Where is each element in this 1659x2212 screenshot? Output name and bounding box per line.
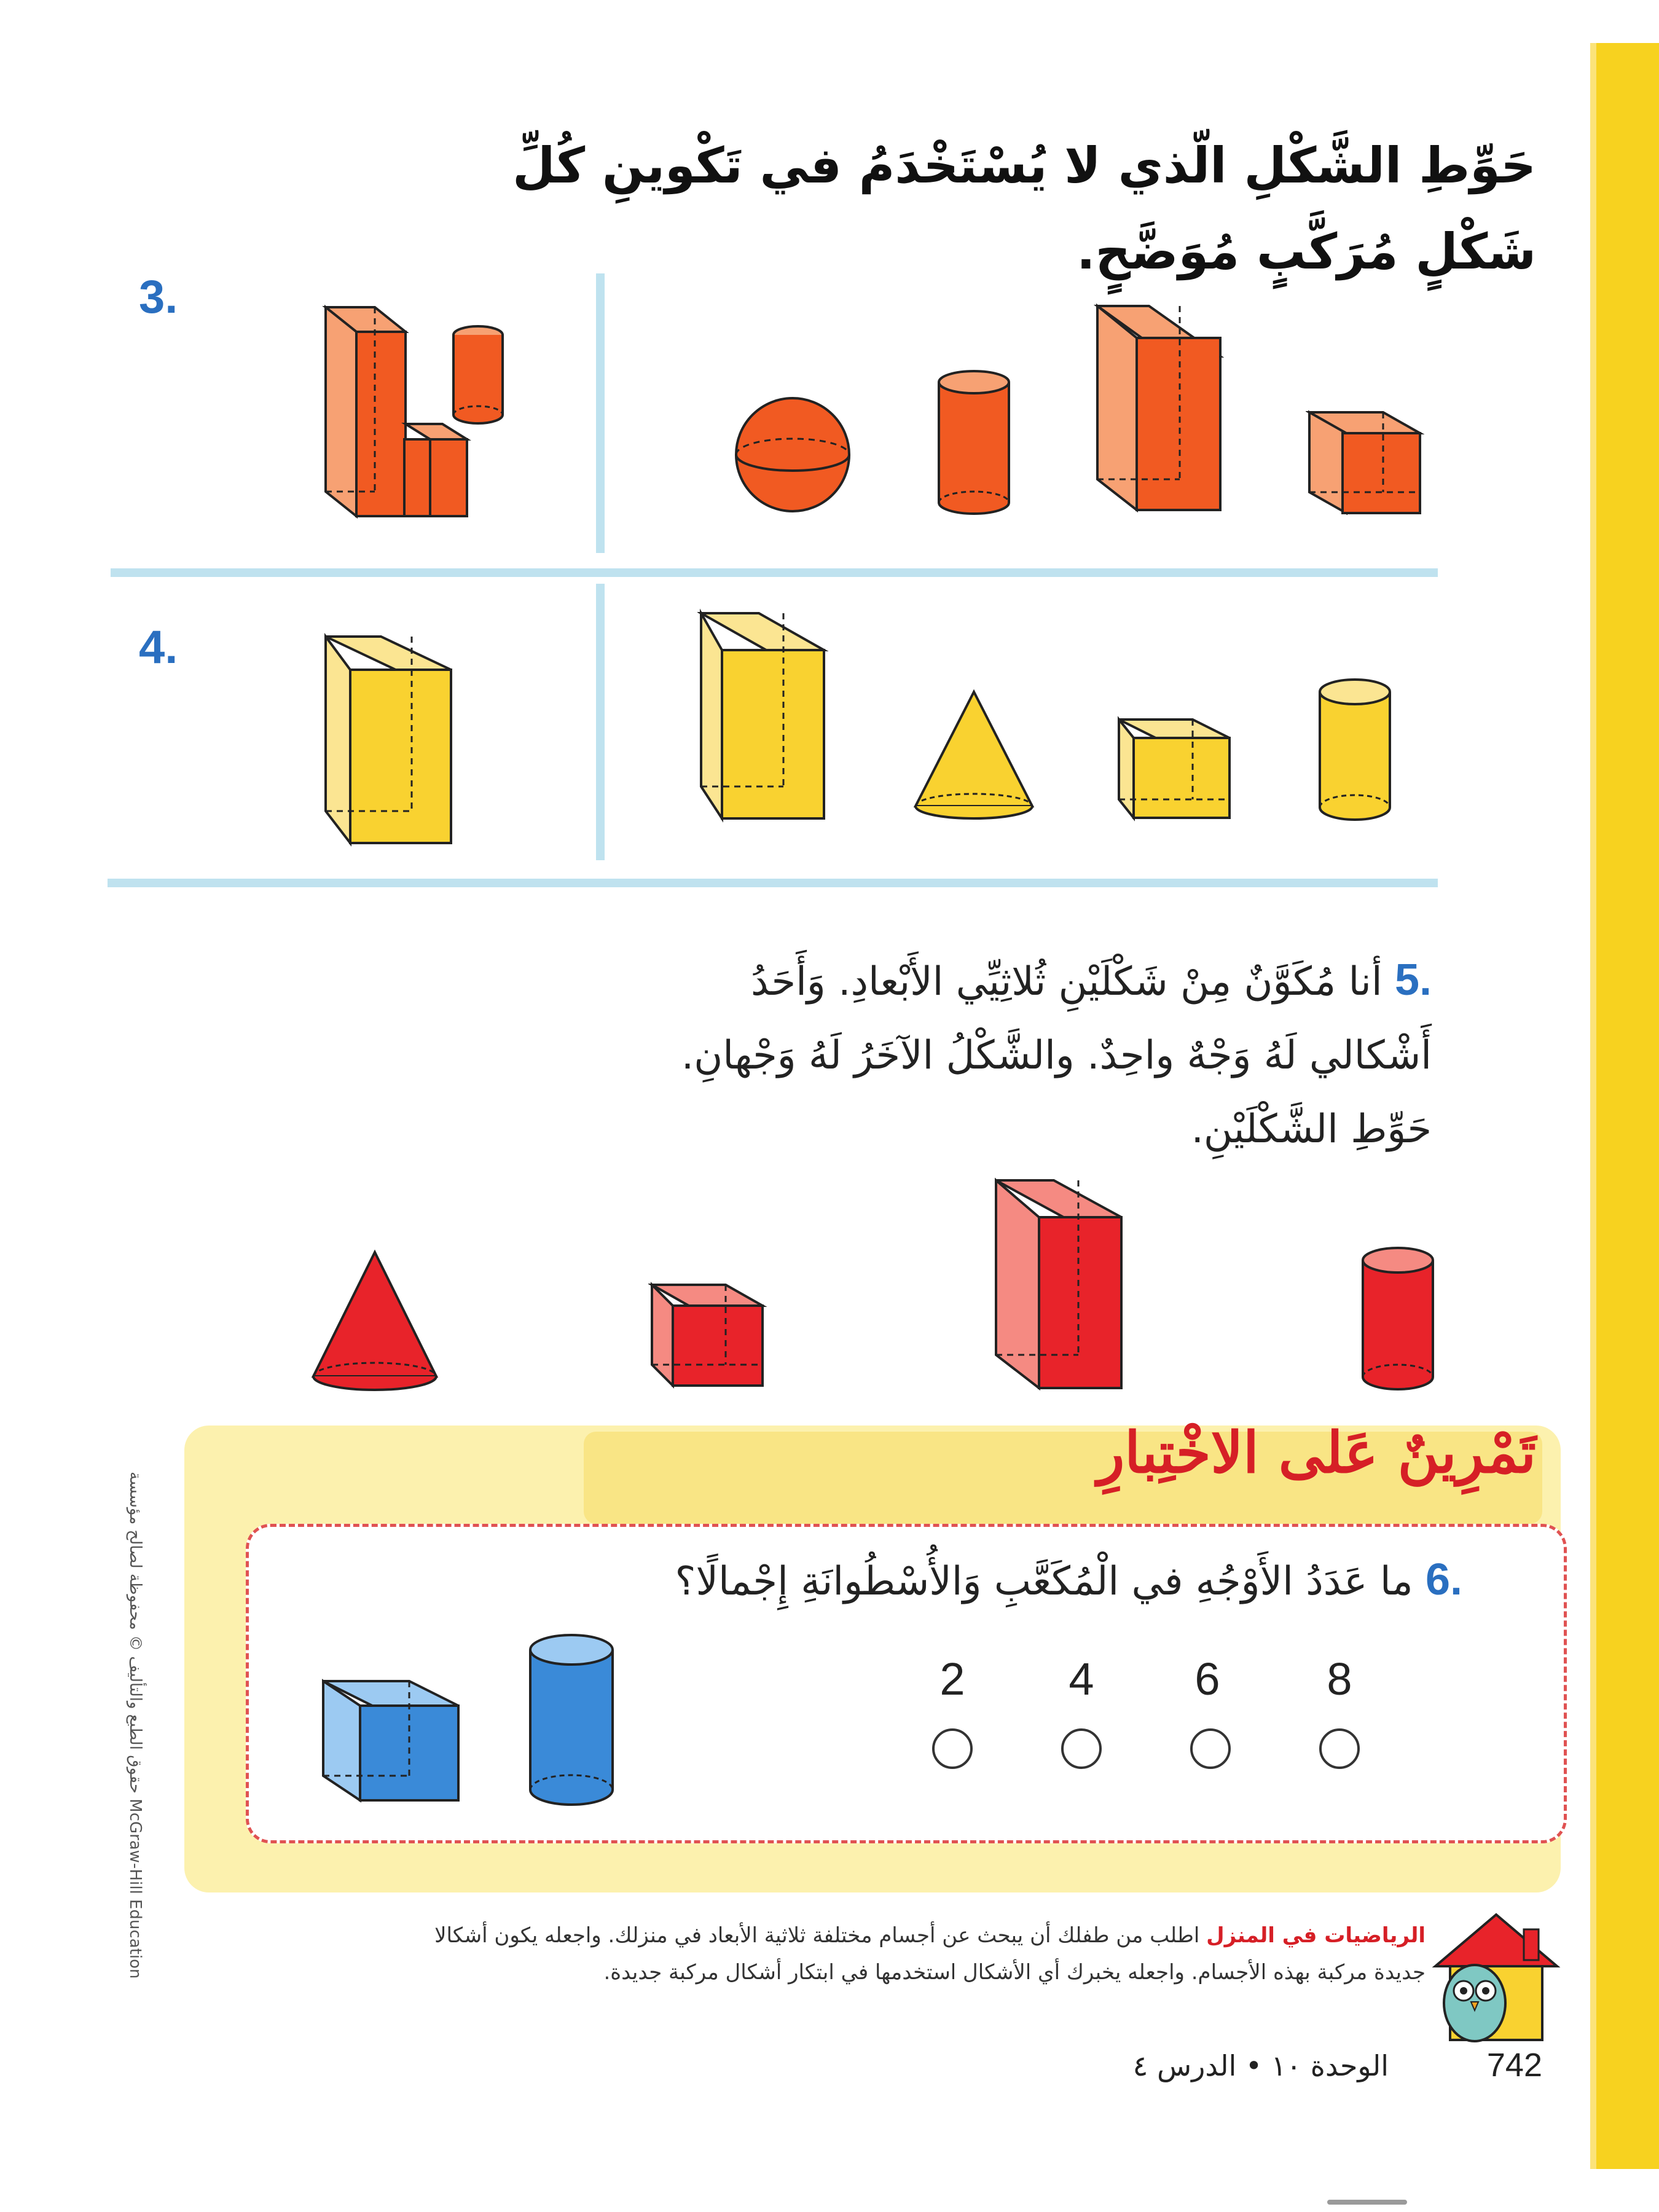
cube-shape-5 xyxy=(648,1281,771,1389)
cone-shape-4 xyxy=(909,688,1038,823)
divider-v-4 xyxy=(596,584,605,860)
problem-5-text xyxy=(621,943,1432,1166)
home-connection-title: الرياضيات في المنزل xyxy=(1206,1923,1426,1948)
composite-shape-4 xyxy=(320,633,461,848)
choice-label-3: 4 xyxy=(1069,1653,1094,1704)
home-connection-body: اطلب من طفلك أن يبحث عن أجسام مختلفة ثلاثية الأبعاد في منزلك. واجعله يكون أشكالا جديدة مركبة بهذه الأجسام. واجعله يخبرك أي الأشكال استخدمها في ابتكار أشكال مركبة جديدة. xyxy=(434,1923,1426,1985)
side-strip xyxy=(1596,43,1659,2169)
problem-3-number: 3. xyxy=(139,271,178,323)
choice-label-1: 8 xyxy=(1327,1653,1352,1704)
copyright-container xyxy=(123,1472,147,1979)
choice-label-2: 6 xyxy=(1194,1653,1220,1704)
scroll-indicator[interactable] xyxy=(1327,2200,1407,2205)
cylinder-shape-3 xyxy=(934,369,1014,516)
composite-shape-3 xyxy=(320,301,541,522)
cube-shape-3 xyxy=(1306,409,1429,519)
divider-h-2 xyxy=(108,879,1438,887)
problem-4-number: 4. xyxy=(139,621,178,673)
problem-6-question xyxy=(590,1555,1462,1605)
problem-6-text: ما عَدَدُ الأَوْجُهِ في الْمُكَعَّبِ وَالأُسْطُوانَةِ إِجْمالًا؟ xyxy=(675,1559,1413,1604)
instruction-text: حَوِّطِ الشَّكْلِ الّذي لا يُسْتَخْدَمُ في تَكْوينِ كُلِّ شَكْلٍ مُرَكَّبٍ مُوَضَّحٍ. xyxy=(512,137,1536,280)
copyright-text: حقوق الطبع والتأليف © محفوظة لصالح مؤسسة McGraw-Hill Education xyxy=(126,1472,144,1979)
divider-h-1 xyxy=(111,568,1438,577)
choice-bubble-3[interactable] xyxy=(1061,1728,1102,1769)
cylinder-shape-5 xyxy=(1358,1244,1438,1392)
problem-6-number: .6 xyxy=(1425,1555,1462,1604)
cone-shape-5 xyxy=(307,1247,442,1395)
choice-label-4: 2 xyxy=(939,1653,965,1704)
tall-prism-shape-4 xyxy=(697,608,833,823)
choice-bubble-1[interactable] xyxy=(1319,1728,1360,1769)
sphere-shape-3 xyxy=(731,393,854,516)
practice-title: تَمْرِينٌ عَلى الاخْتِبارِ xyxy=(1097,1419,1536,1486)
cube-shape-4 xyxy=(1115,716,1238,823)
cylinder-shape-6 xyxy=(525,1631,618,1810)
home-connection-text xyxy=(381,1917,1426,1991)
tall-prism-shape-3 xyxy=(1094,301,1229,516)
tall-prism-shape-5 xyxy=(992,1177,1128,1392)
cylinder-shape-4 xyxy=(1315,676,1395,823)
divider-v-3 xyxy=(596,273,605,553)
cube-shape-6 xyxy=(320,1677,467,1806)
lesson-label: الوحدة ١٠ • الدرس ٤ xyxy=(1132,2049,1389,2082)
choice-bubble-2[interactable] xyxy=(1190,1728,1231,1769)
problem-5-body: أنا مُكَوَّنٌ مِنْ شَكْلَيْنِ ثُلاثِيِّي الأَبْعادِ. وَأَحَدُ أَشْكالي لَهُ وَجْهٌ واحِدٌ. والشَّكْلُ الآخَرُ لَهُ وَجْهانِ. حَوِّطِ الشَّكْلَيْنِ. xyxy=(681,959,1432,1152)
house-owl-icon xyxy=(1432,1911,1561,2046)
problem-5-number: .5 xyxy=(1394,955,1432,1005)
choice-bubble-4[interactable] xyxy=(932,1728,973,1769)
page-number: 742 xyxy=(1486,2047,1542,2084)
